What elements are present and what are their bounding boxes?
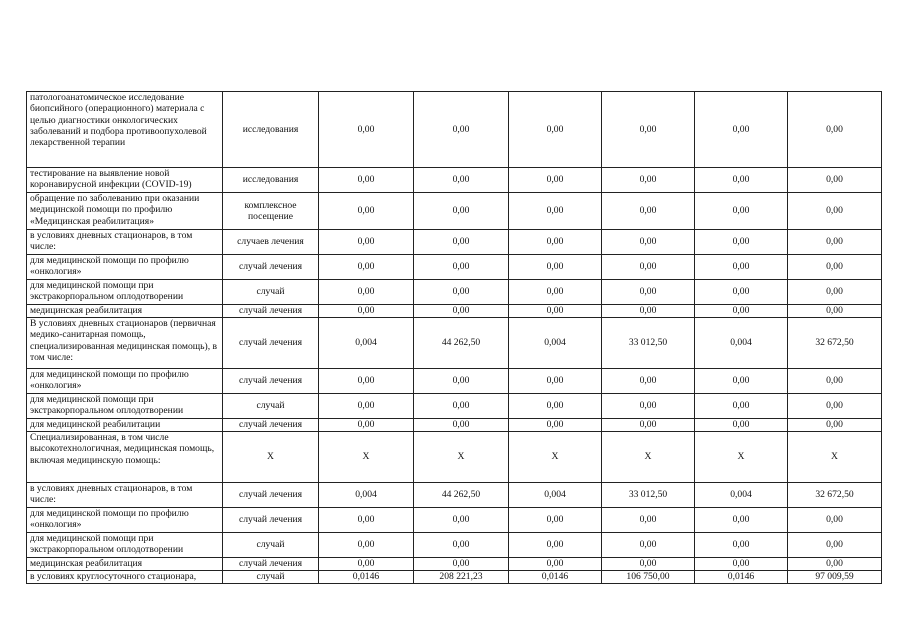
unit-cell: случай лечения bbox=[223, 369, 319, 394]
value-cell: 0,00 bbox=[414, 305, 509, 318]
value-cell: 0,00 bbox=[788, 394, 882, 419]
value-cell: 0,00 bbox=[414, 230, 509, 255]
value-cell: 0,00 bbox=[695, 280, 788, 305]
value-cell: 0,00 bbox=[319, 230, 414, 255]
table-row bbox=[27, 318, 882, 369]
unit-cell: исследования bbox=[223, 92, 319, 168]
value-cell: 208 221,23 bbox=[414, 571, 509, 584]
unit-cell: случай лечения bbox=[223, 483, 319, 508]
unit-cell: случай лечения bbox=[223, 419, 319, 432]
value-cell: 0,0146 bbox=[509, 571, 602, 584]
value-cell: 0,00 bbox=[602, 230, 695, 255]
value-cell: 0,00 bbox=[509, 508, 602, 533]
value-cell: 44 262,50 bbox=[414, 483, 509, 508]
value-cell: 32 672,50 bbox=[788, 318, 882, 369]
value-cell: 0,00 bbox=[509, 305, 602, 318]
value-cell: 0,00 bbox=[695, 168, 788, 193]
value-cell: 0,00 bbox=[602, 305, 695, 318]
table-row bbox=[27, 432, 882, 483]
value-cell: 0,00 bbox=[509, 168, 602, 193]
table-row bbox=[27, 394, 882, 419]
row-label: в условиях дневных стационаров, в том числе: bbox=[27, 230, 223, 255]
value-cell: 0,00 bbox=[788, 508, 882, 533]
row-label: для медицинской помощи по профилю «онкология» bbox=[27, 255, 223, 280]
document-table bbox=[26, 91, 882, 584]
value-cell: 0,00 bbox=[319, 369, 414, 394]
value-cell: 0,00 bbox=[695, 193, 788, 230]
value-cell: 0,00 bbox=[509, 255, 602, 280]
unit-cell: случай bbox=[223, 394, 319, 419]
value-cell: 0,00 bbox=[602, 92, 695, 168]
unit-cell: случай bbox=[223, 533, 319, 558]
value-cell: Х bbox=[602, 432, 695, 483]
value-cell: 0,00 bbox=[695, 419, 788, 432]
value-cell: 0,00 bbox=[788, 558, 882, 571]
value-cell: Х bbox=[788, 432, 882, 483]
unit-cell: Х bbox=[223, 432, 319, 483]
value-cell: 0,00 bbox=[319, 394, 414, 419]
value-cell: 0,004 bbox=[695, 483, 788, 508]
value-cell: 0,0146 bbox=[695, 571, 788, 584]
unit-cell: случай лечения bbox=[223, 558, 319, 571]
unit-cell: случаев лечения bbox=[223, 230, 319, 255]
unit-cell: случай bbox=[223, 571, 319, 584]
value-cell: 0,00 bbox=[695, 230, 788, 255]
value-cell: 0,00 bbox=[414, 193, 509, 230]
value-cell: 106 750,00 bbox=[602, 571, 695, 584]
value-cell: 0,00 bbox=[788, 92, 882, 168]
unit-cell: случай лечения bbox=[223, 305, 319, 318]
value-cell: 0,00 bbox=[509, 533, 602, 558]
value-cell: 44 262,50 bbox=[414, 318, 509, 369]
value-cell: 0,00 bbox=[509, 558, 602, 571]
value-cell: 0,00 bbox=[602, 508, 695, 533]
table-row bbox=[27, 571, 882, 584]
value-cell: 0,00 bbox=[602, 394, 695, 419]
value-cell: 0,00 bbox=[509, 92, 602, 168]
table-row bbox=[27, 483, 882, 508]
value-cell: 33 012,50 bbox=[602, 318, 695, 369]
row-label: тестирование на выявление новой коронавирусной инфекции (COVID-19) bbox=[27, 168, 223, 193]
value-cell: 0,00 bbox=[695, 305, 788, 318]
value-cell: 0,00 bbox=[319, 255, 414, 280]
table-row bbox=[27, 558, 882, 571]
table-row bbox=[27, 92, 882, 168]
table-row bbox=[27, 280, 882, 305]
value-cell: Х bbox=[319, 432, 414, 483]
value-cell: 0,00 bbox=[509, 193, 602, 230]
table-row bbox=[27, 193, 882, 230]
value-cell: 97 009,59 bbox=[788, 571, 882, 584]
value-cell: 0,00 bbox=[695, 369, 788, 394]
table-row bbox=[27, 168, 882, 193]
value-cell: 0,00 bbox=[414, 419, 509, 432]
unit-cell: случай лечения bbox=[223, 508, 319, 533]
unit-cell: случай лечения bbox=[223, 255, 319, 280]
value-cell: 0,00 bbox=[414, 92, 509, 168]
value-cell: 0,00 bbox=[602, 369, 695, 394]
value-cell: 0,00 bbox=[414, 508, 509, 533]
value-cell: 0,00 bbox=[602, 419, 695, 432]
value-cell: 32 672,50 bbox=[788, 483, 882, 508]
value-cell: 0,00 bbox=[414, 369, 509, 394]
row-label: Специализированная, в том числе высокотехнологичная, медицинская помощь, включая медицинскую помощь: bbox=[27, 432, 223, 483]
value-cell: 0,00 bbox=[509, 280, 602, 305]
value-cell: 0,00 bbox=[414, 558, 509, 571]
value-cell: 0,00 bbox=[414, 168, 509, 193]
value-cell: 0,004 bbox=[319, 318, 414, 369]
row-label: для медицинской помощи при экстракорпоральном оплодотворении bbox=[27, 533, 223, 558]
value-cell: 0,004 bbox=[695, 318, 788, 369]
value-cell: 0,00 bbox=[695, 533, 788, 558]
value-cell: 0,00 bbox=[414, 394, 509, 419]
unit-cell: случай лечения bbox=[223, 318, 319, 369]
table-row bbox=[27, 369, 882, 394]
value-cell: 0,004 bbox=[319, 483, 414, 508]
value-cell: 0,00 bbox=[509, 419, 602, 432]
value-cell: 0,00 bbox=[695, 394, 788, 419]
row-label: медицинская реабилитация bbox=[27, 558, 223, 571]
row-label: в условиях круглосуточного стационара, bbox=[27, 571, 223, 584]
value-cell: 0,00 bbox=[509, 394, 602, 419]
row-label: обращение по заболеванию при оказании медицинской помощи по профилю «Медицинская реабилитация» bbox=[27, 193, 223, 230]
unit-cell: случай bbox=[223, 280, 319, 305]
value-cell: 0,004 bbox=[509, 483, 602, 508]
value-cell: 0,00 bbox=[788, 280, 882, 305]
value-cell: 0,00 bbox=[788, 255, 882, 280]
row-label: для медицинской помощи по профилю «онкология» bbox=[27, 508, 223, 533]
value-cell: 33 012,50 bbox=[602, 483, 695, 508]
row-label: для медицинской реабилитации bbox=[27, 419, 223, 432]
row-label: для медицинской помощи при экстракорпоральном оплодотворении bbox=[27, 280, 223, 305]
value-cell: 0,00 bbox=[319, 419, 414, 432]
value-cell: 0,00 bbox=[695, 92, 788, 168]
value-cell: Х bbox=[414, 432, 509, 483]
value-cell: Х bbox=[695, 432, 788, 483]
value-cell: 0,00 bbox=[788, 168, 882, 193]
value-cell: 0,00 bbox=[788, 193, 882, 230]
table-row bbox=[27, 533, 882, 558]
value-cell: 0,00 bbox=[319, 533, 414, 558]
value-cell: 0,00 bbox=[319, 558, 414, 571]
table-row bbox=[27, 508, 882, 533]
value-cell: 0,00 bbox=[602, 255, 695, 280]
value-cell: 0,00 bbox=[319, 305, 414, 318]
value-cell: 0,0146 bbox=[319, 571, 414, 584]
value-cell: 0,00 bbox=[509, 369, 602, 394]
value-cell: 0,00 bbox=[695, 508, 788, 533]
table-row bbox=[27, 230, 882, 255]
value-cell: 0,004 bbox=[509, 318, 602, 369]
unit-cell: исследования bbox=[223, 168, 319, 193]
value-cell: 0,00 bbox=[319, 168, 414, 193]
value-cell: 0,00 bbox=[319, 508, 414, 533]
value-cell: 0,00 bbox=[695, 558, 788, 571]
table-row bbox=[27, 255, 882, 280]
value-cell: 0,00 bbox=[602, 558, 695, 571]
row-label: для медицинской помощи по профилю «онкология» bbox=[27, 369, 223, 394]
value-cell: 0,00 bbox=[319, 193, 414, 230]
value-cell: 0,00 bbox=[788, 533, 882, 558]
row-label: медицинская реабилитация bbox=[27, 305, 223, 318]
value-cell: 0,00 bbox=[414, 280, 509, 305]
value-cell: 0,00 bbox=[788, 419, 882, 432]
row-label: в условиях дневных стационаров, в том числе: bbox=[27, 483, 223, 508]
value-cell: 0,00 bbox=[602, 280, 695, 305]
table-row bbox=[27, 419, 882, 432]
value-cell: 0,00 bbox=[414, 533, 509, 558]
value-cell: 0,00 bbox=[602, 168, 695, 193]
value-cell: 0,00 bbox=[509, 230, 602, 255]
value-cell: 0,00 bbox=[788, 305, 882, 318]
row-label: В условиях дневных стационаров (первичная медико-санитарная помощь, специализированная медицинская помощь), в том числе: bbox=[27, 318, 223, 369]
value-cell: 0,00 bbox=[602, 533, 695, 558]
unit-cell: комплексное посещение bbox=[223, 193, 319, 230]
value-cell: 0,00 bbox=[319, 92, 414, 168]
table-row bbox=[27, 305, 882, 318]
value-cell: 0,00 bbox=[414, 255, 509, 280]
value-cell: 0,00 bbox=[695, 255, 788, 280]
row-label: патологоанатомическое исследование биопсийного (операционного) материала с целью диагностики онкологических заболеваний и подбора противоопухолевой лекарственной терапии bbox=[27, 92, 223, 168]
value-cell: 0,00 bbox=[788, 230, 882, 255]
value-cell: 0,00 bbox=[319, 280, 414, 305]
value-cell: 0,00 bbox=[788, 369, 882, 394]
row-label: для медицинской помощи при экстракорпоральном оплодотворении bbox=[27, 394, 223, 419]
value-cell: Х bbox=[509, 432, 602, 483]
value-cell: 0,00 bbox=[602, 193, 695, 230]
